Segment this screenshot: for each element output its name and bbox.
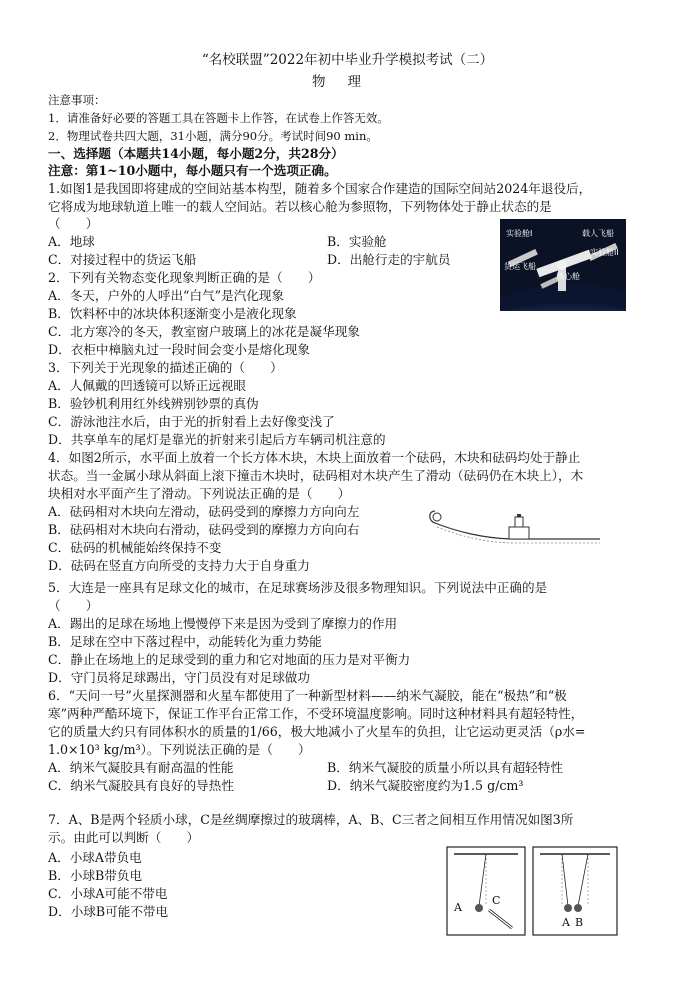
q1-option-b: B．实验舱 [327, 234, 387, 249]
q4-stem-line2: 状态。当一金属小球从斜面上滚下撞击木块时，砝码相对木块产生了滑动（砝码仍在木块上），木 [48, 468, 584, 483]
q2-stem: 2．下列有关物态变化现象判断正确的是（ ） [48, 270, 321, 285]
ramp-block-figure [425, 505, 605, 555]
fig1-label-crew-ship: 载人飞船 [582, 229, 614, 238]
notes-heading: 注意事项： [48, 93, 106, 107]
q3-option-d: D．共享单车的尾灯是靠光的折射来引起后方车辆司机注意的 [48, 432, 386, 447]
q4-stem-line1: 4．如图2所示，水平面上放着一个长方体木块，木块上面放着一个砝码，木块和砝码均处于静止 [48, 450, 581, 465]
q6-stem-line3: 它的质量大约只有同体积水的质量的1/66，极大地减小了火星车的负担，让它运动更灵活（ρ水= [48, 724, 586, 739]
q2-option-a: A．冬天，户外的人呼出“白气”是汽化现象 [48, 288, 285, 303]
exam-title: “名校联盟”2022年初中毕业升学模拟考试（二） [201, 52, 494, 68]
q1-option-a: A．地球 [48, 234, 95, 249]
q5-option-a: A．踢出的足球在场地上慢慢停下来是因为受到了摩擦力的作用 [48, 616, 398, 631]
q7-option-a: A．小球A带负电 [48, 850, 142, 865]
note-1: 1．请准备好必要的答题工具在答题卡上作答，在试卷上作答无效。 [48, 111, 389, 125]
section-heading: 一、选择题（本题共14小题，每小题2分，共28分） [48, 146, 344, 161]
fig1-label-cargo-ship: 货运飞船 [504, 262, 536, 271]
q1-option-d: D．出舱行走的宇航员 [327, 252, 451, 267]
fig3-right-label-a: A [562, 916, 570, 929]
q1-stem-line1: 1.如图1是我国即将建成的空间站基本构型，随着多个国家合作建造的国际空间站2024年退役后， [48, 181, 592, 196]
note-2: 2．物理试卷共四大题，31小题，满分90分。考试时间90 min。 [48, 129, 378, 143]
q4-option-b: B．砝码相对木块向右滑动，砝码受到的摩擦力方向向右 [48, 522, 360, 537]
q6-option-b: B．纳米气凝胶的质量小所以具有超轻特性 [327, 760, 563, 775]
q6-stem-line2: 寒”两种严酷环境下，保证工作平台正常工作，不受环境温度影响。同时这种材料具有超轻特性， [48, 706, 584, 721]
fig3-left-label-c: C [492, 894, 501, 907]
q7-stem-line1: 7．A、B是两个轻质小球，C是丝绸摩擦过的玻璃棒，A、B、C三者之间相互作用情况如图3所 [48, 812, 574, 827]
q4-option-d: D．砝码在竖直方向所受的支持力大于自身重力 [48, 558, 310, 573]
q6-stem-line1: 6．“天问一号”火星探测器和火星车都使用了一种新型材料——纳米气凝胶，能在“极热”和“极 [48, 688, 567, 703]
q4-option-c: C．砝码的机械能始终保持不变 [48, 540, 222, 555]
q5-option-d: D．守门员将足球踢出，守门员没有对足球做功 [48, 670, 310, 685]
q2-option-d: D．衣柜中樟脑丸过一段时间会变小是熔化现象 [48, 342, 310, 357]
q6-stem-line4: 1.0×10³ kg/m³）。下列说法正确的是（ ） [48, 742, 311, 757]
q3-option-a: A．人佩戴的凹透镜可以矫正远视眼 [48, 378, 247, 393]
q7-option-d: D．小球B可能不带电 [48, 904, 169, 919]
q3-option-c: C．游泳池注水后，由于光的折射看上去好像变浅了 [48, 414, 335, 429]
q5-stem-line2: （ ） [48, 598, 99, 613]
q1-stem-line2: 它将成为地球轨道上唯一的载人空间站。若以核心舱为参照物，下列物体处于静止状态的是 [48, 199, 552, 214]
q1-stem-line3: （ ） [48, 216, 99, 231]
q6-option-c: C．纳米气凝胶具有良好的导热性 [48, 778, 234, 793]
subject-title: 物理 [312, 74, 383, 90]
charged-balls-figure-right [532, 846, 618, 936]
q3-option-b: B．验钞机利用红外线辨别钞票的真伪 [48, 396, 259, 411]
fig3-right-label-b: B [575, 916, 584, 929]
q7-option-b: B．小球B带负电 [48, 868, 143, 883]
charged-balls-figure-left [446, 846, 526, 936]
q7-option-c: C．小球A可能不带电 [48, 886, 168, 901]
q5-option-c: C．静止在场地上的足球受到的重力和它对地面的压力是对平衡力 [48, 652, 411, 667]
q2-option-b: B．饮料杯中的冰块体积逐渐变小是液化现象 [48, 306, 297, 321]
fig1-label-lab1: 实验舱I [506, 229, 533, 238]
q2-option-c: C．北方寒冷的冬天，教室窗户玻璃上的冰花是凝华现象 [48, 324, 360, 339]
q6-option-a: A．纳米气凝胶具有耐高温的性能 [48, 760, 234, 775]
q3-stem: 3．下列关于光现象的描述正确的（ ） [48, 360, 283, 375]
section-note: 注意：第1~10小题中，每小题只有一个选项正确。 [48, 163, 337, 178]
fig1-label-lab2: 实验舱II [590, 248, 619, 257]
q4-stem-line3: 块相对水平面产生了滑动。下列说法正确的是（ ） [48, 486, 351, 501]
space-station-figure [500, 219, 626, 311]
q7-stem-line2: 示。由此可以判断（ ） [48, 830, 200, 845]
q1-option-c: C．对接过程中的货运飞船 [48, 252, 197, 267]
q5-stem-line1: 5．大连是一座具有足球文化的城市，在足球赛场涉及很多物理知识。下列说法中正确的是 [48, 580, 548, 595]
q5-option-b: B．足球在空中下落过程中，动能转化为重力势能 [48, 634, 322, 649]
fig1-label-core: 核心舱 [556, 272, 580, 281]
q6-option-d: D．纳米气凝胶密度约为1.5 g/cm³ [327, 778, 524, 793]
fig3-left-label-a: A [454, 901, 462, 914]
q4-option-a: A．砝码相对木块向左滑动，砝码受到的摩擦力方向向左 [48, 504, 360, 519]
